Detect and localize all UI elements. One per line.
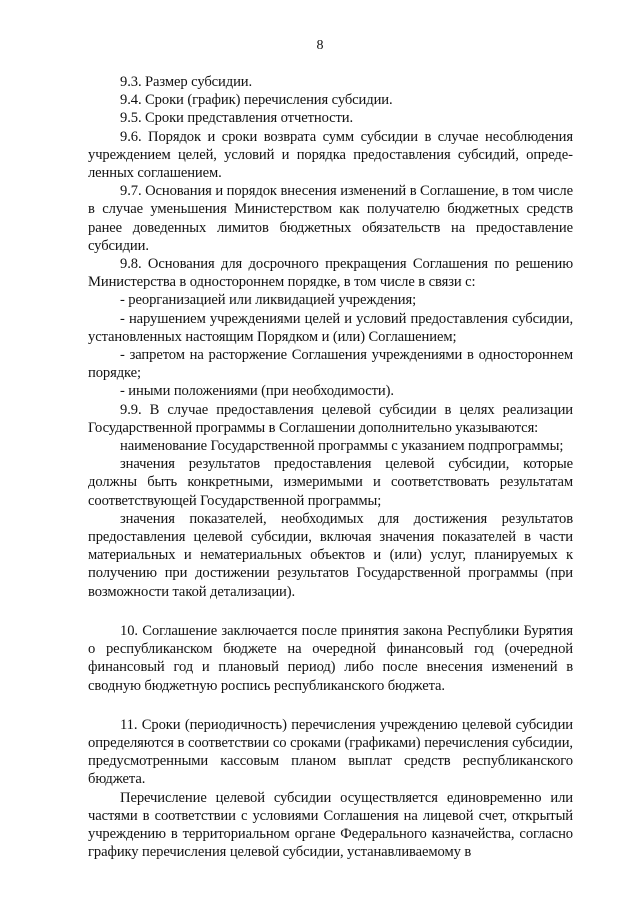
list-item-reorganization: - реорганизацией или ликвидацией учреждения; xyxy=(120,292,417,309)
item-9-6: 9.6. Порядок и сроки возврата сумм субсидии в случае несоблюдения учреждением целей, условий и порядка предоставления субсидий, определенных соглашением. xyxy=(88,128,573,182)
list-item-prohibition: - запретом на расторжение Соглашения учреждениями в одностороннем порядке; xyxy=(88,347,573,382)
item-9-9: 9.9. В случае предоставления целевой субсидии в целях реализации Государственной программы в Соглашении дополнительно указываются: xyxy=(88,401,573,436)
document-body xyxy=(88,73,573,861)
item-9-5: 9.5. Сроки представления отчетности. xyxy=(120,110,354,127)
list-item-violation: - нарушением учреждениями целей и условий предоставления субсидии, установленных настоящим Порядком и (или) Соглашением; xyxy=(88,310,573,345)
item-9-3: 9.3. Размер субсидии. xyxy=(120,74,253,90)
section-gap xyxy=(88,695,573,716)
item-9-9-program-name: наименование Государственной программы с указанием подпрограммы; xyxy=(120,438,564,455)
item-11-transfer: Перечисление целевой субсидии осуществляется единовременно или частями в соответствии с условиями Соглашения на лицевой счет, открытый учреждению в территориальном органе Федерального казначейства, согласно графику перечисления целевой субсидии, устанавливаемому в xyxy=(88,789,573,861)
list-item-other: - иными положениями (при необходимости). xyxy=(120,383,394,400)
item-9-9-indicator-values: значения показателей, необходимых для достижения результатов предоставления целевой субсидии, включая значения показателей в части материальных и нематериальных объектов и (или) услуг, планируемых к получению при достижении результатов Государственной программы (при возможности такой детализации). xyxy=(88,510,573,600)
item-9-4: 9.4. Сроки (график) перечисления субсидии. xyxy=(120,92,393,109)
section-gap xyxy=(88,601,573,622)
page-number: 8 xyxy=(316,38,324,53)
item-9-9-result-values: значения результатов предоставления целевой субсидии, которые должны быть конкретными, измеримыми и соответствовать результатам соответствующей Государственной программы; xyxy=(88,456,573,509)
item-11: 11. Сроки (периодичность) перечисления учреждению целевой субсидии определяются в соответствии со сроками (графиками) перечисления субсидии, предусмотренными кассовым планом выплат средств республиканского бюджета. xyxy=(88,716,573,788)
item-9-7: 9.7. Основания и порядок внесения изменений в Соглашение, в том числе в случае уменьшения Министерством как получателю бюджетных средств ранее доведенных лимитов бюджетных обязательств на предоставление субсидии. xyxy=(88,183,573,254)
item-10: 10. Соглашение заключается после принятия закона Республики Бурятия о республиканском бюджете на очередной финансовый год (очередной финансовый год и плановый период) либо после внесения изменений в сводную бюджетную роспись республиканского бюджета. xyxy=(88,622,573,694)
item-9-8: 9.8. Основания для досрочного прекращения Соглашения по решению Министерства в одностороннем порядке, в том числе в связи с: xyxy=(88,256,573,291)
